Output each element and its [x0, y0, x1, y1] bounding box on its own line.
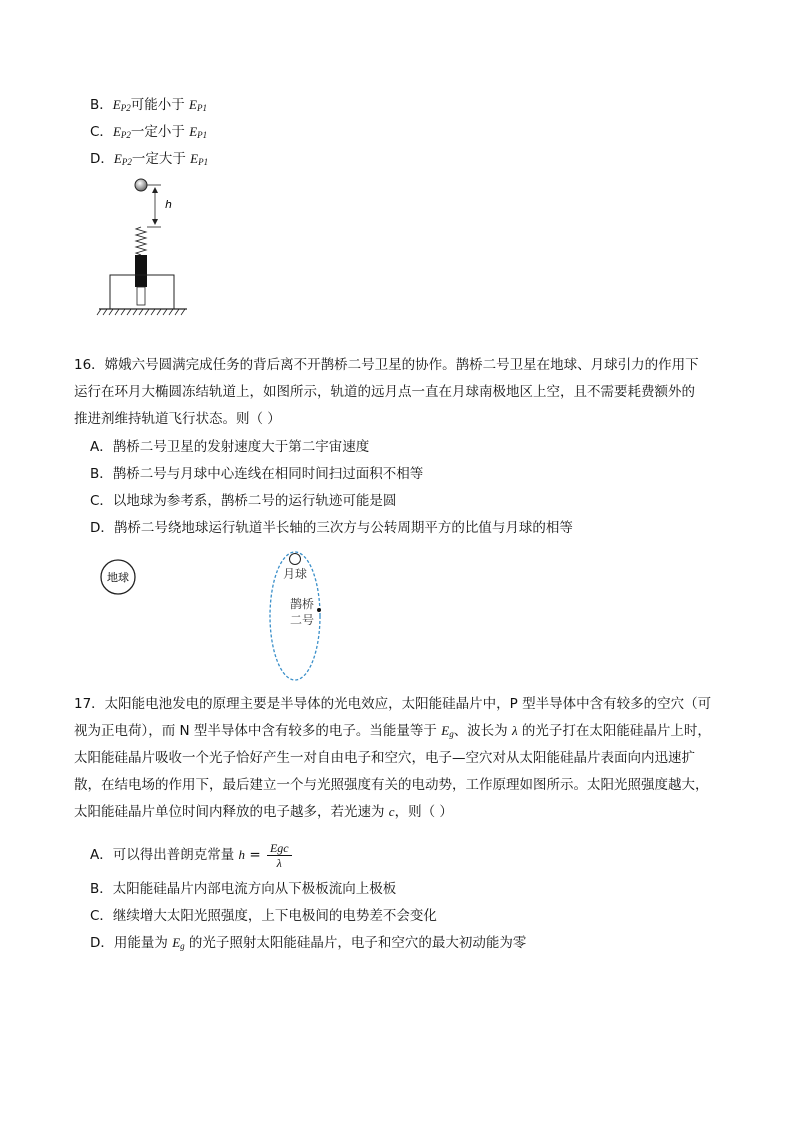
moon-label: 月球: [282, 567, 308, 581]
q17-option-b: B．太阳能硅晶片内部电流方向从下极板流向上极板: [90, 881, 397, 897]
ball-icon: [135, 179, 147, 191]
q17-stem-line-1: 17．太阳能电池发电的原理主要是半导体的光电效应，太阳能硅晶片中，P 型半导体中含有较多的空穴（可: [74, 696, 712, 712]
q16-stem-line-2: 运行在环月大椭圆冻结轨道上，如图所示，轨道的远月点一直在月球南极地区上空，且不需要耗费额外的: [74, 384, 695, 400]
height-label: h: [165, 198, 172, 211]
earth-label: 地球: [107, 571, 129, 584]
q15-option-b: B．$E_{P2}$可能小于 $E_{P1}$: [90, 97, 207, 113]
q16-option-c: C．以地球为参考系，鹊桥二号的运行轨迹可能是圆: [90, 493, 397, 509]
q17-stem-line-2: 视为正电荷），而 N 型半导体中含有较多的电子。当能量等于 $E_g$、波长为 λ 的光子打在太阳能硅晶片上时，: [74, 723, 711, 739]
satellite-label-line-2: 二号: [289, 613, 315, 627]
q16-stem-line-1: 16．嫦娥六号圆满完成任务的背后离不开鹊桥二号卫星的协作。鹊桥二号卫星在地球、月球引力的作用下: [74, 357, 699, 373]
spring-ball-figure: [95, 175, 195, 325]
q15-option-d: D．$E_{P2}$一定大于 $E_{P1}$: [90, 151, 209, 167]
q17-option-a: A．可以得出普朗克常量 h = $\frac{\text{Egc}}{\lambda}$: [90, 838, 292, 872]
satellite-icon: [317, 608, 321, 612]
q16-stem-line-3: 推进剂维持轨道飞行状态。则（ ）: [74, 411, 281, 427]
q17-stem-line-5: 太阳能硅晶片单位时间内释放的电子越多，若光速为 c，则（ ）: [74, 804, 453, 820]
q17-option-c: C．继续增大太阳光照强度，上下电极间的电势差不会变化: [90, 908, 437, 924]
planck-fraction: $\frac{\text{Egc}}{\lambda}$: [267, 841, 292, 870]
q17-option-d: D．用能量为 $E_g$ 的光子照射太阳能硅晶片，电子和空穴的最大初动能为零: [90, 935, 527, 951]
q16-option-d: D．鹊桥二号绕地球运行轨道半长轴的三次方与公转周期平方的比值与月球的相等: [90, 520, 573, 536]
q16-option-a: A．鹊桥二号卫星的发射速度大于第二宇宙速度: [90, 439, 370, 455]
satellite-label-line-1: 鹊桥: [289, 597, 315, 611]
spring-icon: [136, 227, 146, 255]
orbit-figure: [95, 550, 355, 682]
q17-stem-line-4: 散，在结电场的作用下，最后建立一个与光照强度有关的电动势，工作原理如图所示。太阳光照强度越大，: [74, 777, 709, 793]
q16-option-b: B．鹊桥二号与月球中心连线在相同时间扫过面积不相等: [90, 466, 424, 482]
moon-icon: [290, 554, 301, 565]
q17-stem-line-3: 太阳能硅晶片吸收一个光子恰好产生一对自由电子和空穴，电子—空穴对从太阳能硅晶片表面向内迅速扩: [74, 750, 695, 766]
q15-option-c: C．$E_{P2}$一定小于 $E_{P1}$: [90, 124, 208, 140]
